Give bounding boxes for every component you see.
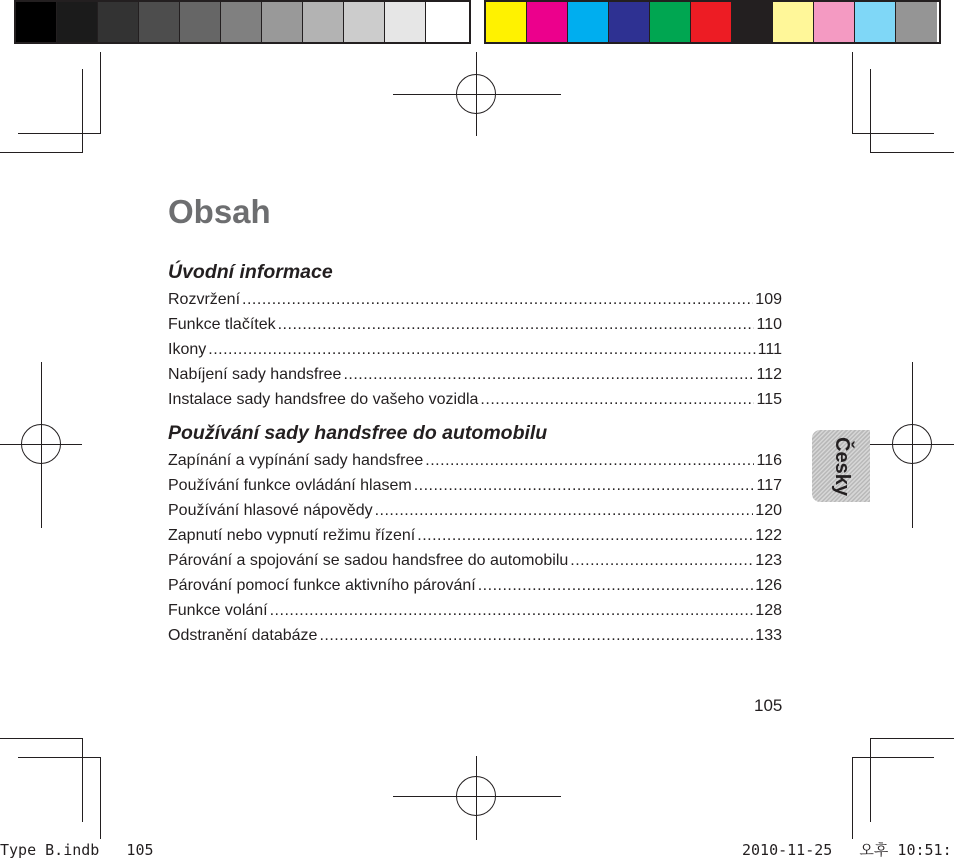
toc-entry-label: Párování pomocí funkce aktivního párování: [168, 577, 476, 594]
slug-timestamp: 2010-11-25 오후 10:51:: [742, 841, 952, 859]
toc-entry: [168, 623, 782, 648]
registration-mark-left: [21, 424, 61, 464]
toc-leader-dots: [417, 523, 753, 548]
color-swatch: [814, 2, 855, 42]
toc-entry-label: Zapínání a vypínání sady handsfree: [168, 452, 424, 469]
color-swatch: [650, 2, 691, 42]
toc-entry: [168, 387, 782, 412]
toc-entry-page: 122: [755, 527, 782, 544]
toc-entry-page: 128: [755, 602, 782, 619]
toc-entry: [168, 473, 782, 498]
toc-entry-label: Zapnutí nebo vypnutí režimu řízení: [168, 527, 416, 544]
color-swatch: [732, 2, 773, 42]
color-bar: [484, 0, 941, 44]
color-swatch: [385, 2, 426, 42]
toc-entry-label: Instalace sady handsfree do vašeho vozidla: [168, 391, 479, 408]
toc-entry-label: Používání funkce ovládání hlasem: [168, 477, 412, 494]
toc-leader-dots: [278, 312, 755, 337]
color-swatch: [486, 2, 527, 42]
toc-section-intro: [168, 259, 782, 412]
toc-entry-page: 112: [756, 366, 782, 383]
color-swatch: [691, 2, 732, 42]
color-swatch: [609, 2, 650, 42]
toc-entry-label: Nabíjení sady handsfree: [168, 366, 342, 383]
toc-leader-dots: [242, 287, 753, 312]
color-swatch: [896, 2, 937, 42]
language-tab-label: Česky: [830, 436, 853, 496]
toc-entry-page: 117: [756, 477, 782, 494]
toc-entry-label: Rozvržení: [168, 291, 241, 308]
toc-leader-dots: [478, 573, 754, 598]
toc-entry: [168, 287, 782, 312]
registration-mark-bottom: [456, 776, 496, 816]
toc-leader-dots: [570, 548, 753, 573]
toc-entry: [168, 498, 782, 523]
toc-entry: [168, 362, 782, 387]
color-swatch: [262, 2, 303, 42]
toc-entry-label: Odstranění databáze: [168, 627, 318, 644]
color-swatch: [221, 2, 262, 42]
toc-entry: [168, 312, 782, 337]
toc-leader-dots: [375, 498, 754, 523]
toc-leader-dots: [480, 387, 754, 412]
grayscale-bar: [14, 0, 471, 44]
toc-entry: [168, 573, 782, 598]
toc-list: [168, 287, 782, 412]
toc-leader-dots: [414, 473, 755, 498]
toc-entry-label: Používání hlasové nápovědy: [168, 502, 373, 519]
color-swatch: [773, 2, 814, 42]
toc-entry: [168, 548, 782, 573]
toc-entry-page: 126: [755, 577, 782, 594]
toc-entry-label: Funkce volání: [168, 602, 268, 619]
color-swatch: [527, 2, 568, 42]
color-swatch: [426, 2, 467, 42]
color-swatch: [855, 2, 896, 42]
toc-entry: [168, 337, 782, 362]
page-number: 105: [754, 696, 783, 715]
color-swatch: [344, 2, 385, 42]
registration-mark-right: [892, 424, 932, 464]
toc-entry-page: 123: [755, 552, 782, 569]
toc-entry-page: 133: [755, 627, 782, 644]
toc-list: [168, 448, 782, 648]
toc-entry: [168, 523, 782, 548]
color-swatch: [568, 2, 609, 42]
color-swatch: [98, 2, 139, 42]
color-swatch: [139, 2, 180, 42]
toc-leader-dots: [425, 448, 754, 473]
toc-leader-dots: [270, 598, 754, 623]
section-heading: Používání sady handsfree do automobilu: [168, 422, 548, 444]
toc-entry-page: 120: [755, 502, 782, 519]
toc-leader-dots: [319, 623, 753, 648]
color-swatch: [57, 2, 98, 42]
section-heading: Úvodní informace: [168, 261, 333, 283]
color-swatch: [16, 2, 57, 42]
registration-mark-top: [456, 74, 496, 114]
color-swatch: [303, 2, 344, 42]
toc-entry-page: 109: [755, 291, 782, 308]
slug-filename: Type B.indb 105: [0, 841, 154, 859]
toc-entry: [168, 598, 782, 623]
toc-entry-page: 116: [756, 452, 782, 469]
toc-entry-label: Funkce tlačítek: [168, 316, 276, 333]
language-tab: [812, 430, 870, 502]
toc-leader-dots: [343, 362, 754, 387]
toc-entry: [168, 448, 782, 473]
toc-entry-page: 115: [756, 391, 782, 408]
color-swatch: [180, 2, 221, 42]
toc-entry-page: 110: [756, 316, 782, 333]
toc-entry-label: Párování a spojování se sadou handsfree do automobilu: [168, 552, 569, 569]
page-title: Obsah: [168, 193, 271, 230]
toc-leader-dots: [208, 337, 755, 362]
toc-entry-page: 111: [757, 341, 782, 358]
toc-section-using: [168, 420, 782, 648]
toc-entry-label: Ikony: [168, 341, 207, 358]
